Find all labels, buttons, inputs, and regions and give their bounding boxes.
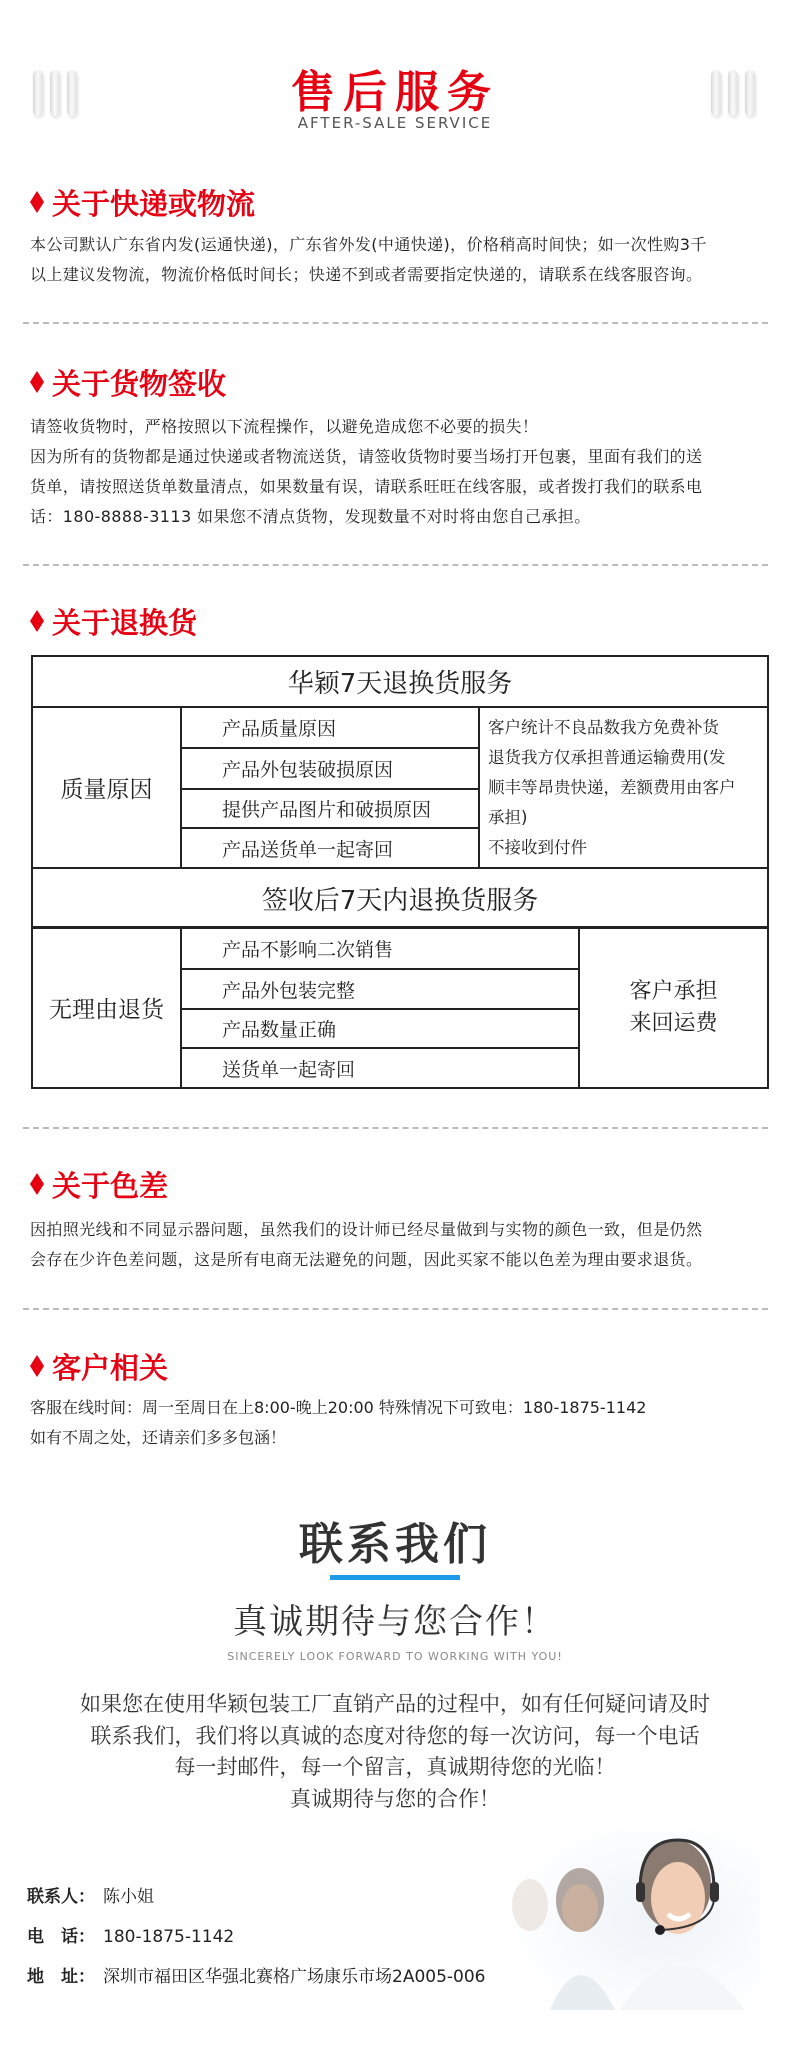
note-line: 承担) — [488, 807, 528, 827]
note-line: 顺丰等昂贵快递，差额费用由客户 — [488, 777, 736, 797]
table-cell: 产品外包装破损原因 — [181, 748, 479, 789]
note-line: 退货我方仅承担普通运输费用(发 — [488, 747, 726, 767]
note-line: 客户承担 — [629, 978, 718, 1004]
note-line: 客户统计不良品数我方免费补货 — [488, 717, 719, 737]
divider — [23, 1127, 768, 1129]
divider — [23, 1308, 768, 1310]
divider — [23, 322, 768, 324]
label: 联系人： — [27, 1887, 95, 1907]
contact-slogan: 真诚期待与您合作！ — [233, 1602, 557, 1642]
label: 地 址： — [27, 1967, 95, 1987]
title-underline — [330, 1575, 460, 1580]
text-line: 客服在线时间：周一至周日在上8:00-晚上20:00 特殊情况下可致电：180-1875-1142 — [30, 1398, 647, 1417]
quality-label: 质量原因 — [32, 707, 181, 868]
page-title: 售后服务 — [291, 67, 499, 118]
section-heading — [30, 1168, 169, 1203]
text-line: 因拍照光线和不同显示器问题，虽然我们的设计师已经尽量做到与实物的颜色一致，但是仍然 — [30, 1220, 703, 1239]
text-line: 真诚期待与您的合作！ — [290, 1786, 500, 1811]
no-reason-return-table — [31, 926, 769, 1089]
label: 电 话： — [27, 1927, 95, 1947]
section-heading — [30, 366, 227, 401]
section-text — [30, 412, 765, 532]
contact-phone — [27, 1922, 234, 1947]
table-title: 华颖7天退换货服务 — [32, 656, 768, 707]
diamond-icon — [30, 371, 44, 393]
heading-text: 关于货物签收 — [52, 366, 227, 401]
table-cell: 产品送货单一起寄回 — [181, 828, 479, 868]
return-policy-table — [31, 655, 769, 929]
section-text — [30, 1215, 765, 1275]
heading-text: 客户相关 — [52, 1350, 169, 1385]
heading-text: 关于色差 — [52, 1168, 169, 1203]
table-cell: 产品数量正确 — [181, 1009, 579, 1048]
table-cell: 产品外包装完整 — [181, 969, 579, 1009]
contact-person — [27, 1882, 154, 1907]
no-reason-note — [579, 927, 768, 1088]
no-reason-label: 无理由退货 — [32, 927, 181, 1088]
text-line: 货单，请按照送货单数量清点，如果数量有误，请联系旺旺在线客服，或者拨打我们的联系电 — [30, 477, 703, 496]
value: 180-1875-1142 — [103, 1927, 235, 1947]
diamond-icon — [30, 191, 44, 213]
diamond-icon — [30, 610, 44, 632]
text-line: 会存在少许色差问题，这是所有电商无法避免的问题，因此买家不能以色差为理由要求退货。 — [30, 1250, 703, 1269]
text-line: 每一封邮件，每一个留言，真诚期待您的光临！ — [174, 1755, 616, 1779]
page-subtitle: AFTER-SALE SERVICE — [297, 114, 493, 132]
contact-address — [27, 1962, 485, 1987]
text-line: 话：180-8888-3113 如果您不清点货物，发现数量不对时将由您自己承担。 — [30, 507, 591, 526]
table-cell: 产品不影响二次销售 — [181, 927, 579, 969]
text-line: 如有不周之处，还请亲们多多包涵！ — [30, 1428, 287, 1447]
contact-paragraph — [0, 1689, 790, 1815]
text-line: 请签收货物时，严格按照以下流程操作，以避免造成您不必要的损失！ — [30, 417, 539, 436]
heading-text: 关于快递或物流 — [52, 186, 256, 221]
text-line: 本公司默认广东省内发(运通快递)，广东省外发(中通快递)，价格稍高时间快；如一次性购3千 — [30, 235, 707, 254]
table-title: 签收后7天内退换货服务 — [32, 868, 768, 928]
diamond-icon — [30, 1173, 44, 1195]
section-text — [30, 1393, 765, 1453]
note-line: 不接收到付件 — [488, 837, 587, 857]
table-cell: 提供产品图片和破损原因 — [181, 789, 479, 828]
section-text — [30, 230, 765, 290]
table-cell: 送货单一起寄回 — [181, 1048, 579, 1088]
value: 深圳市福田区华强北赛格广场康乐市场2A005-006 — [103, 1967, 486, 1987]
contact-english: SINCERELY LOOK FORWARD TO WORKING WITH YOU! — [227, 1650, 563, 1663]
text-line: 如果您在使用华颖包装工厂直销产品的过程中，如有任何疑问请及时 — [80, 1692, 710, 1716]
quality-note — [479, 707, 768, 868]
table-cell: 产品质量原因 — [181, 707, 479, 748]
value: 陈小姐 — [103, 1887, 154, 1907]
contact-title: 联系我们 — [299, 1519, 491, 1570]
text-line: 以上建议发物流，物流价格低时间长；快递不到或者需要指定快递的，请联系在线客服咨询。 — [30, 265, 703, 284]
diamond-icon — [30, 1355, 44, 1377]
divider — [23, 564, 768, 566]
section-heading — [30, 186, 256, 221]
text-line: 因为所有的货物都是通过快递或者物流送货，请签收货物时要当场打开包裹，里面有我们的送 — [30, 447, 703, 466]
customer-service-photo — [500, 1830, 760, 2010]
note-line: 来回运费 — [629, 1010, 718, 1036]
section-heading — [30, 1350, 169, 1385]
heading-text: 关于退换货 — [52, 605, 198, 640]
section-heading — [30, 605, 198, 640]
text-line: 联系我们，我们将以真诚的态度对待您的每一次访问，每一个电话 — [90, 1723, 700, 1748]
